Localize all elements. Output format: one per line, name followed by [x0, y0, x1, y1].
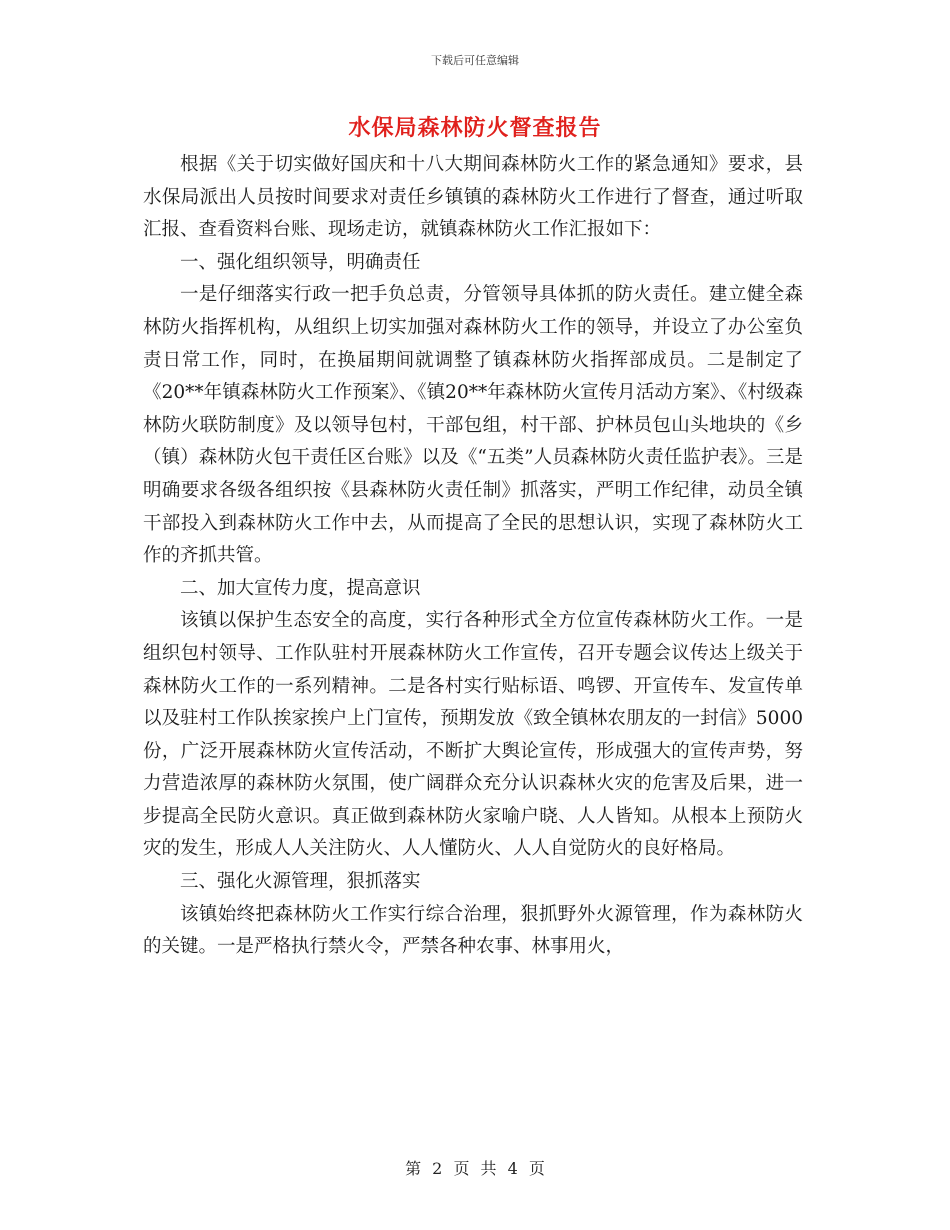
- header-note: 下载后可任意编辑: [431, 54, 519, 67]
- section-heading: 一、强化组织领导，明确责任: [180, 251, 421, 273]
- section-heading: 三、强化火源管理，狠抓落实: [180, 871, 421, 893]
- section-paragraph: 该镇始终把森林防火工作实行综合治理，狠抓野外火源管理，作为森林防火的关键。一是严格执行禁火令，严禁各种农事、林事用火，: [143, 903, 803, 958]
- section-heading: 二、加大宣传力度，提高意识: [180, 577, 421, 599]
- intro-paragraph: 根据《关于切实做好国庆和十八大期间森林防火工作的紧急通知》要求，县水保局派出人员按时间要求对责任乡镇镇的森林防火工作进行了督查，通过听取汇报、查看资料台账、现场走访，就镇森林防火工作汇报如下：: [143, 154, 803, 241]
- section-paragraph: 一是仔细落实行政一把手负总责，分管领导具体抓的防火责任。建立健全森林防火指挥机构，从组织上切实加强对森林防火工作的领导，并设立了办公室负责日常工作，同时，在换届期间就调整了镇森林防火指挥部成员。二是制定了《20**年镇森林防火工作预案》、《镇20**年森林防火宣传月活动方案》、《村级森林防火联防制度》及以领导包村，干部包组，村干部、护林员包山头地块的《乡（镇）森林防火包干责任区台账》以及《“五类”人员森林防火责任监护表》。三是明确要求各级各组织按《县森林防火责任制》抓落实，严明工作纪律，动员全镇干部投入到森林防火工作中去，从而提高了全民的思想认识，实现了森林防火工作的齐抓共管。: [143, 284, 803, 567]
- document-body: [143, 149, 803, 964]
- document-title: 水保局森林防火督查报告: [348, 115, 602, 141]
- page-number-footer: 第 2 页 共 4 页: [405, 1159, 545, 1178]
- section-paragraph: 该镇以保护生态安全的高度，实行各种形式全方位宣传森林防火工作。一是组织包村领导、工作队驻村开展森林防火工作宣传，召开专题会议传达上级关于森林防火工作的一系列精神。二是各村实行贴标语、鸣锣、开宣传车、发宣传单以及驻村工作队挨家挨户上门宣传，预期发放《致全镇林农朋友的一封信》5000份，广泛开展森林防火宣传活动，不断扩大舆论宣传，形成强大的宣传声势，努力营造浓厚的森林防火氛围，使广阔群众充分认识森林火灾的危害及后果，进一步提高全民防火意识。真正做到森林防火家喻户晓、人人皆知。从根本上预防火灾的发生，形成人人关注防火、人人懂防火、人人自觉防火的良好格局。: [143, 610, 803, 860]
